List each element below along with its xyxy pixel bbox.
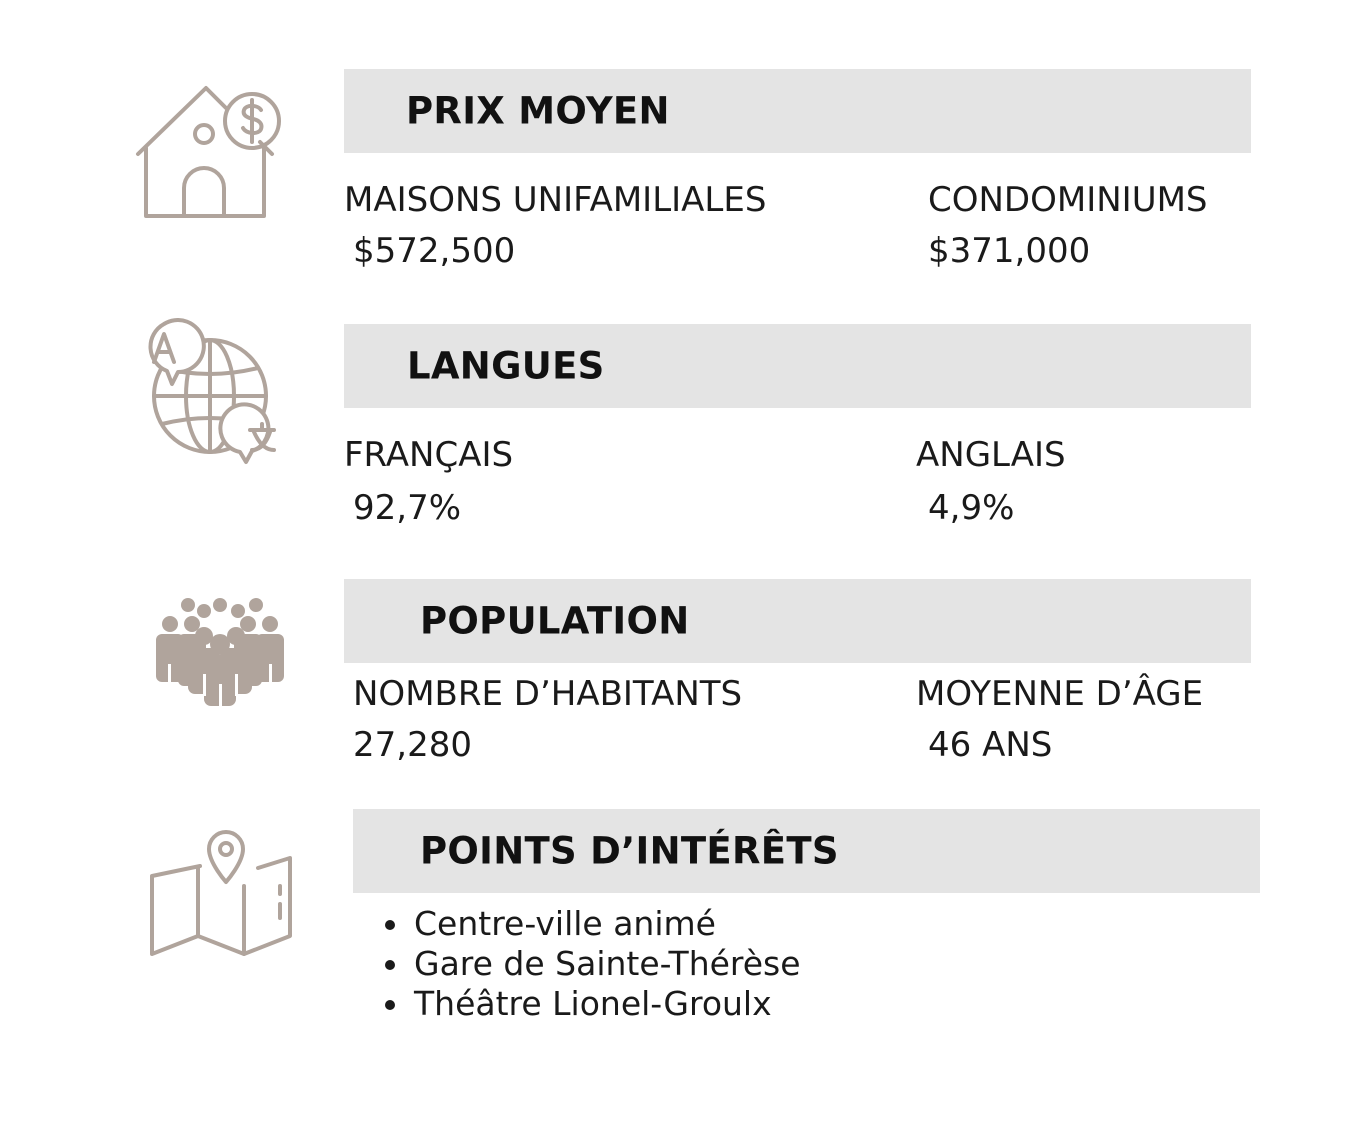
prix-moyen-title: PRIX MOYEN [406,89,670,133]
bullet-icon [385,1000,395,1010]
maisons-unifamiliales-label: MAISONS UNIFAMILIALES [344,180,767,220]
crowd-icon [148,596,294,708]
maisons-unifamiliales-value: $572,500 [353,231,516,271]
moyenne-age-value: 46 ANS [928,725,1053,765]
globe-translate-icon [134,318,294,480]
langues-title: LANGUES [407,344,605,388]
langues-header [344,324,1251,408]
points-interets-list [378,904,801,1024]
bullet-icon [385,920,395,930]
poi-item-label: Gare de Sainte-Thérèse [414,944,801,983]
francais-label: FRANÇAIS [344,435,514,475]
nombre-habitants-label: NOMBRE D’HABITANTS [353,674,743,714]
prix-moyen-header [344,69,1251,153]
population-header [344,579,1251,663]
moyenne-age-label: MOYENNE D’ÂGE [916,674,1204,714]
population-title: POPULATION [420,599,690,643]
poi-item-label: Centre-ville animé [414,904,716,943]
condominiums-value: $371,000 [928,231,1091,271]
poi-item-label: Théâtre Lionel-Groulx [414,984,772,1023]
anglais-value: 4,9% [928,488,1015,528]
bullet-icon [385,960,395,970]
condominiums-label: CONDOMINIUMS [928,180,1208,220]
list-item [378,984,801,1024]
house-dollar-icon [134,84,286,224]
francais-value: 92,7% [353,488,462,528]
points-interets-header [353,809,1260,893]
nombre-habitants-value: 27,280 [353,725,472,765]
list-item [378,904,801,944]
list-item [378,944,801,984]
anglais-label: ANGLAIS [916,435,1066,475]
map-pin-icon [148,828,294,960]
points-interets-title: POINTS D’INTÉRÊTS [420,829,839,873]
